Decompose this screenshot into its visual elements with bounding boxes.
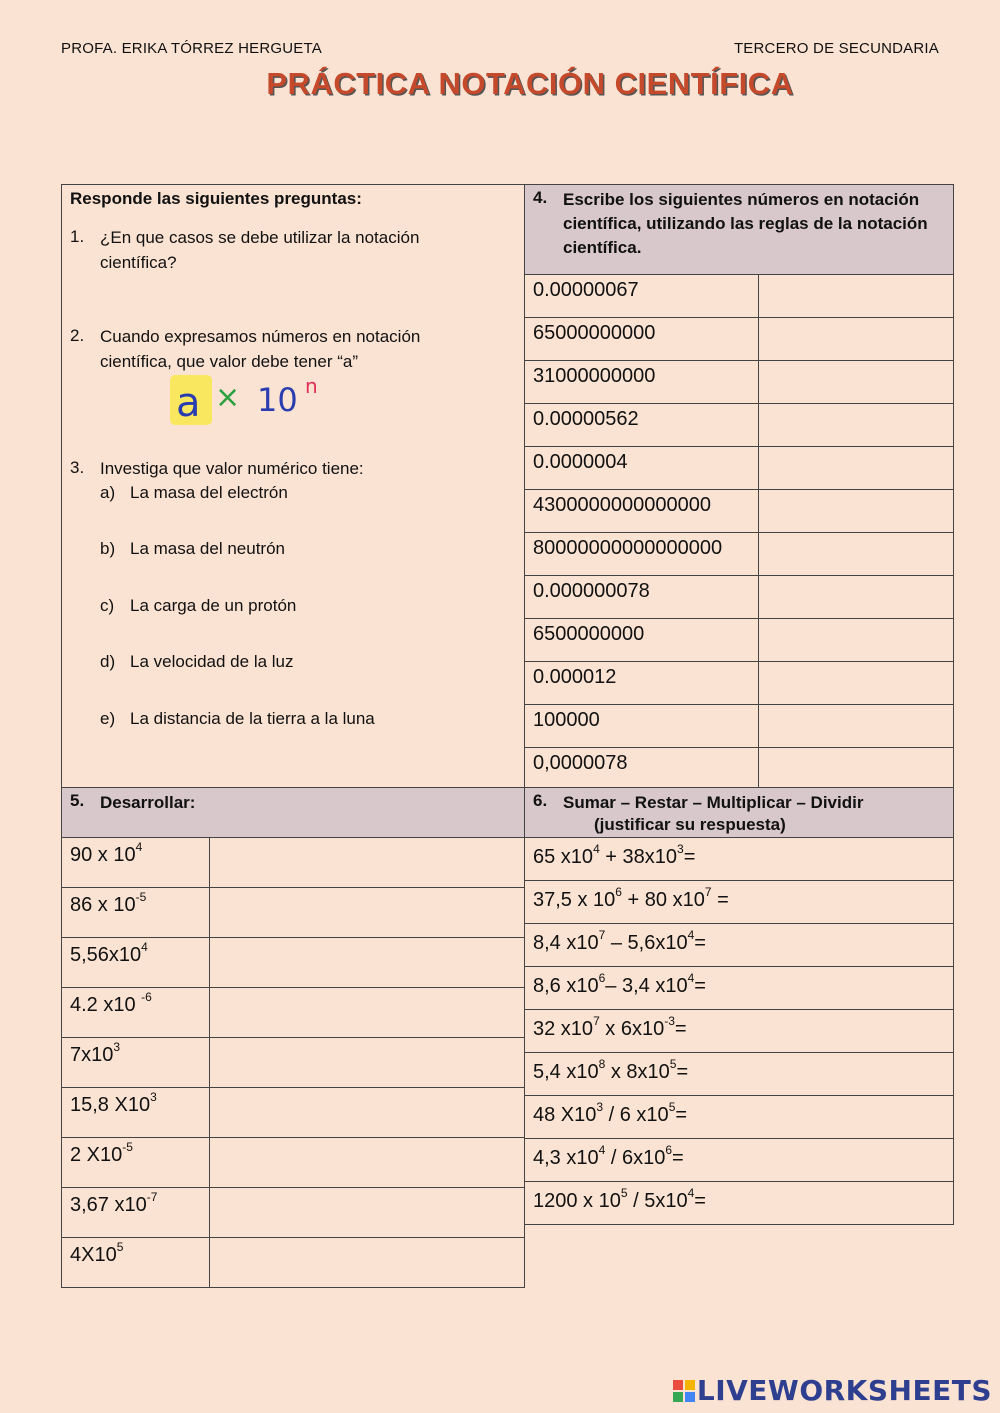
table-row — [62, 838, 525, 888]
number-cell: 0.000012 — [525, 662, 759, 705]
operation-cell[interactable]: 8,4 $x10^7 - 5,6x10^4=$ — [525, 924, 954, 967]
section-4-text: Escribe los siguientes números en notación científica, utilizando las reglas de la notación científica. — [563, 190, 928, 257]
number-cell: 0.00000562 — [525, 404, 759, 447]
answer-cell[interactable] — [210, 1038, 525, 1088]
operation-cell[interactable]: 1200 x $10^5 / 5x10^4=$ — [525, 1182, 954, 1225]
number-cell: 0.0000004 — [525, 447, 759, 490]
expression-cell: 86 x $10^{-5}$ — [62, 888, 210, 938]
operation-cell[interactable]: 37,5 x $10^6 + 80$ $x10^7$ = — [525, 881, 954, 924]
operation-cell[interactable]: 8,6 $x10^6-$ 3,4 $x10^4=$ — [525, 967, 954, 1010]
table-row — [525, 275, 954, 318]
question-2-number: 2. — [70, 326, 85, 345]
develop-table — [61, 837, 525, 1288]
answer-cell[interactable] — [759, 576, 954, 619]
question-2-text: Cuando expresamos números en notación científica, que valor debe tener “a” — [100, 327, 421, 371]
table-row — [525, 1096, 954, 1139]
expression-cell: 15,8 $X10^3$ — [62, 1088, 210, 1138]
handwritten-a: a — [176, 380, 201, 426]
expression-cell: $5,56x10^4$ — [62, 938, 210, 988]
answer-cell[interactable] — [210, 1138, 525, 1188]
answer-cell[interactable] — [759, 275, 954, 318]
answer-cell[interactable] — [759, 447, 954, 490]
question-3-text: Investiga que valor numérico tiene: — [100, 459, 364, 478]
table-row — [525, 404, 954, 447]
handwritten-times: × — [215, 380, 241, 415]
table-row — [62, 888, 525, 938]
answer-cell[interactable] — [210, 1238, 525, 1288]
table-row — [525, 619, 954, 662]
operation-cell[interactable]: 4,3 $x10^4 / 6x10^6=$ — [525, 1139, 954, 1182]
answer-cell[interactable] — [210, 1088, 525, 1138]
operation-cell[interactable]: 32 $x10^7$ x $6x10^{-3}=$ — [525, 1010, 954, 1053]
table-row — [525, 447, 954, 490]
table-row — [525, 1182, 954, 1225]
table-row — [525, 1053, 954, 1096]
answer-cell[interactable] — [759, 533, 954, 576]
table-row — [62, 1188, 525, 1238]
table-row — [525, 924, 954, 967]
table-row — [525, 838, 954, 881]
operation-cell[interactable]: 48 $X10^3 / 6$ $x10^5=$ — [525, 1096, 954, 1139]
answer-cell[interactable] — [759, 662, 954, 705]
table-row — [525, 1139, 954, 1182]
operation-cell[interactable]: 5,4 $x10^8$ x $8x10^5=$ — [525, 1053, 954, 1096]
table-row — [525, 705, 954, 748]
answer-cell[interactable] — [759, 318, 954, 361]
handwritten-ten: 10 — [257, 381, 298, 419]
answer-cell[interactable] — [759, 361, 954, 404]
sub-question-d: d) La velocidad de la luz — [100, 652, 294, 671]
number-cell: 100000 — [525, 705, 759, 748]
logo-icon — [673, 1380, 695, 1402]
section-5-title: Desarrollar: — [100, 793, 196, 812]
table-row — [525, 490, 954, 533]
expression-cell: 90 x $10^4$ — [62, 838, 210, 888]
answer-cell[interactable] — [759, 404, 954, 447]
number-cell: 65000000000 — [525, 318, 759, 361]
answer-cell[interactable] — [210, 838, 525, 888]
sub-question-a: a) La masa del electrón — [100, 483, 288, 502]
number-cell: 0,0000078 — [525, 748, 759, 836]
section-4-number: 4. — [533, 188, 548, 207]
section-6-subtitle: (justificar su respuesta) — [594, 815, 786, 834]
answer-cell[interactable] — [210, 888, 525, 938]
table-row — [62, 1138, 525, 1188]
liveworksheets-logo — [673, 1374, 992, 1407]
table-row — [62, 1088, 525, 1138]
numbers-table — [524, 274, 954, 836]
table-row — [525, 318, 954, 361]
table-row — [525, 1010, 954, 1053]
questions-heading: Responde las siguientes preguntas: — [70, 189, 362, 208]
table-row — [525, 576, 954, 619]
table-row — [62, 1238, 525, 1288]
table-row — [525, 361, 954, 404]
expression-cell: 4.2 x10 $^{-6}$ — [62, 988, 210, 1038]
answer-cell[interactable] — [759, 619, 954, 662]
section-6-title: Sumar – Restar – Multiplicar – Dividir — [563, 793, 864, 812]
grade-label: TERCERO DE SECUNDARIA — [733, 40, 939, 57]
answer-cell[interactable] — [210, 938, 525, 988]
section-6-number: 6. — [533, 791, 548, 810]
sub-question-b: b) La masa del neutrón — [100, 539, 285, 558]
section-5-heading — [61, 787, 525, 838]
table-row — [62, 1038, 525, 1088]
expression-cell: $4X10^5$ — [62, 1238, 210, 1288]
section-4-heading — [524, 184, 954, 275]
handwritten-formula — [165, 367, 335, 429]
answer-cell[interactable] — [210, 1188, 525, 1238]
teacher-name: PROFA. ERIKA TÓRREZ HERGUETA — [61, 40, 322, 57]
operation-cell[interactable]: 65 $x10^4 + 38x10^3=$ — [525, 838, 954, 881]
table-row — [62, 938, 525, 988]
handwritten-exponent: n — [305, 374, 318, 398]
answer-cell[interactable] — [759, 705, 954, 748]
number-cell: 80000000000000000 — [525, 533, 759, 576]
number-cell: 0.000000078 — [525, 576, 759, 619]
logo-text: LIVEWORKSHEETS — [696, 1374, 992, 1407]
page-title: PRÁCTICA NOTACIÓN CIENTÍFICA — [266, 66, 794, 101]
number-cell: 4300000000000000 — [525, 490, 759, 533]
expression-cell: $7x10^3$ — [62, 1038, 210, 1088]
number-cell: 0.00000067 — [525, 275, 759, 318]
table-row — [62, 988, 525, 1038]
number-cell: 6500000000 — [525, 619, 759, 662]
expression-cell: 2 $X10^{-5}$ — [62, 1138, 210, 1188]
sub-question-c: c) La carga de un protón — [100, 596, 297, 615]
answer-cell[interactable] — [759, 490, 954, 533]
section-6-heading — [524, 787, 954, 838]
questions-panel — [61, 184, 525, 788]
answer-cell[interactable] — [210, 988, 525, 1038]
number-cell: 31000000000 — [525, 361, 759, 404]
question-3-number: 3. — [70, 458, 85, 477]
question-1-number: 1. — [70, 227, 85, 246]
sub-question-e: e) La distancia de la tierra a la luna — [100, 709, 375, 728]
table-row — [525, 662, 954, 705]
section-5-number: 5. — [70, 791, 85, 810]
table-row — [525, 881, 954, 924]
table-row — [525, 533, 954, 576]
operations-table — [524, 837, 954, 1225]
question-1-text: ¿En que casos se debe utilizar la notación científica? — [100, 228, 420, 272]
expression-cell: 3,67 $x10^{-7}$ — [62, 1188, 210, 1238]
table-row — [525, 967, 954, 1010]
